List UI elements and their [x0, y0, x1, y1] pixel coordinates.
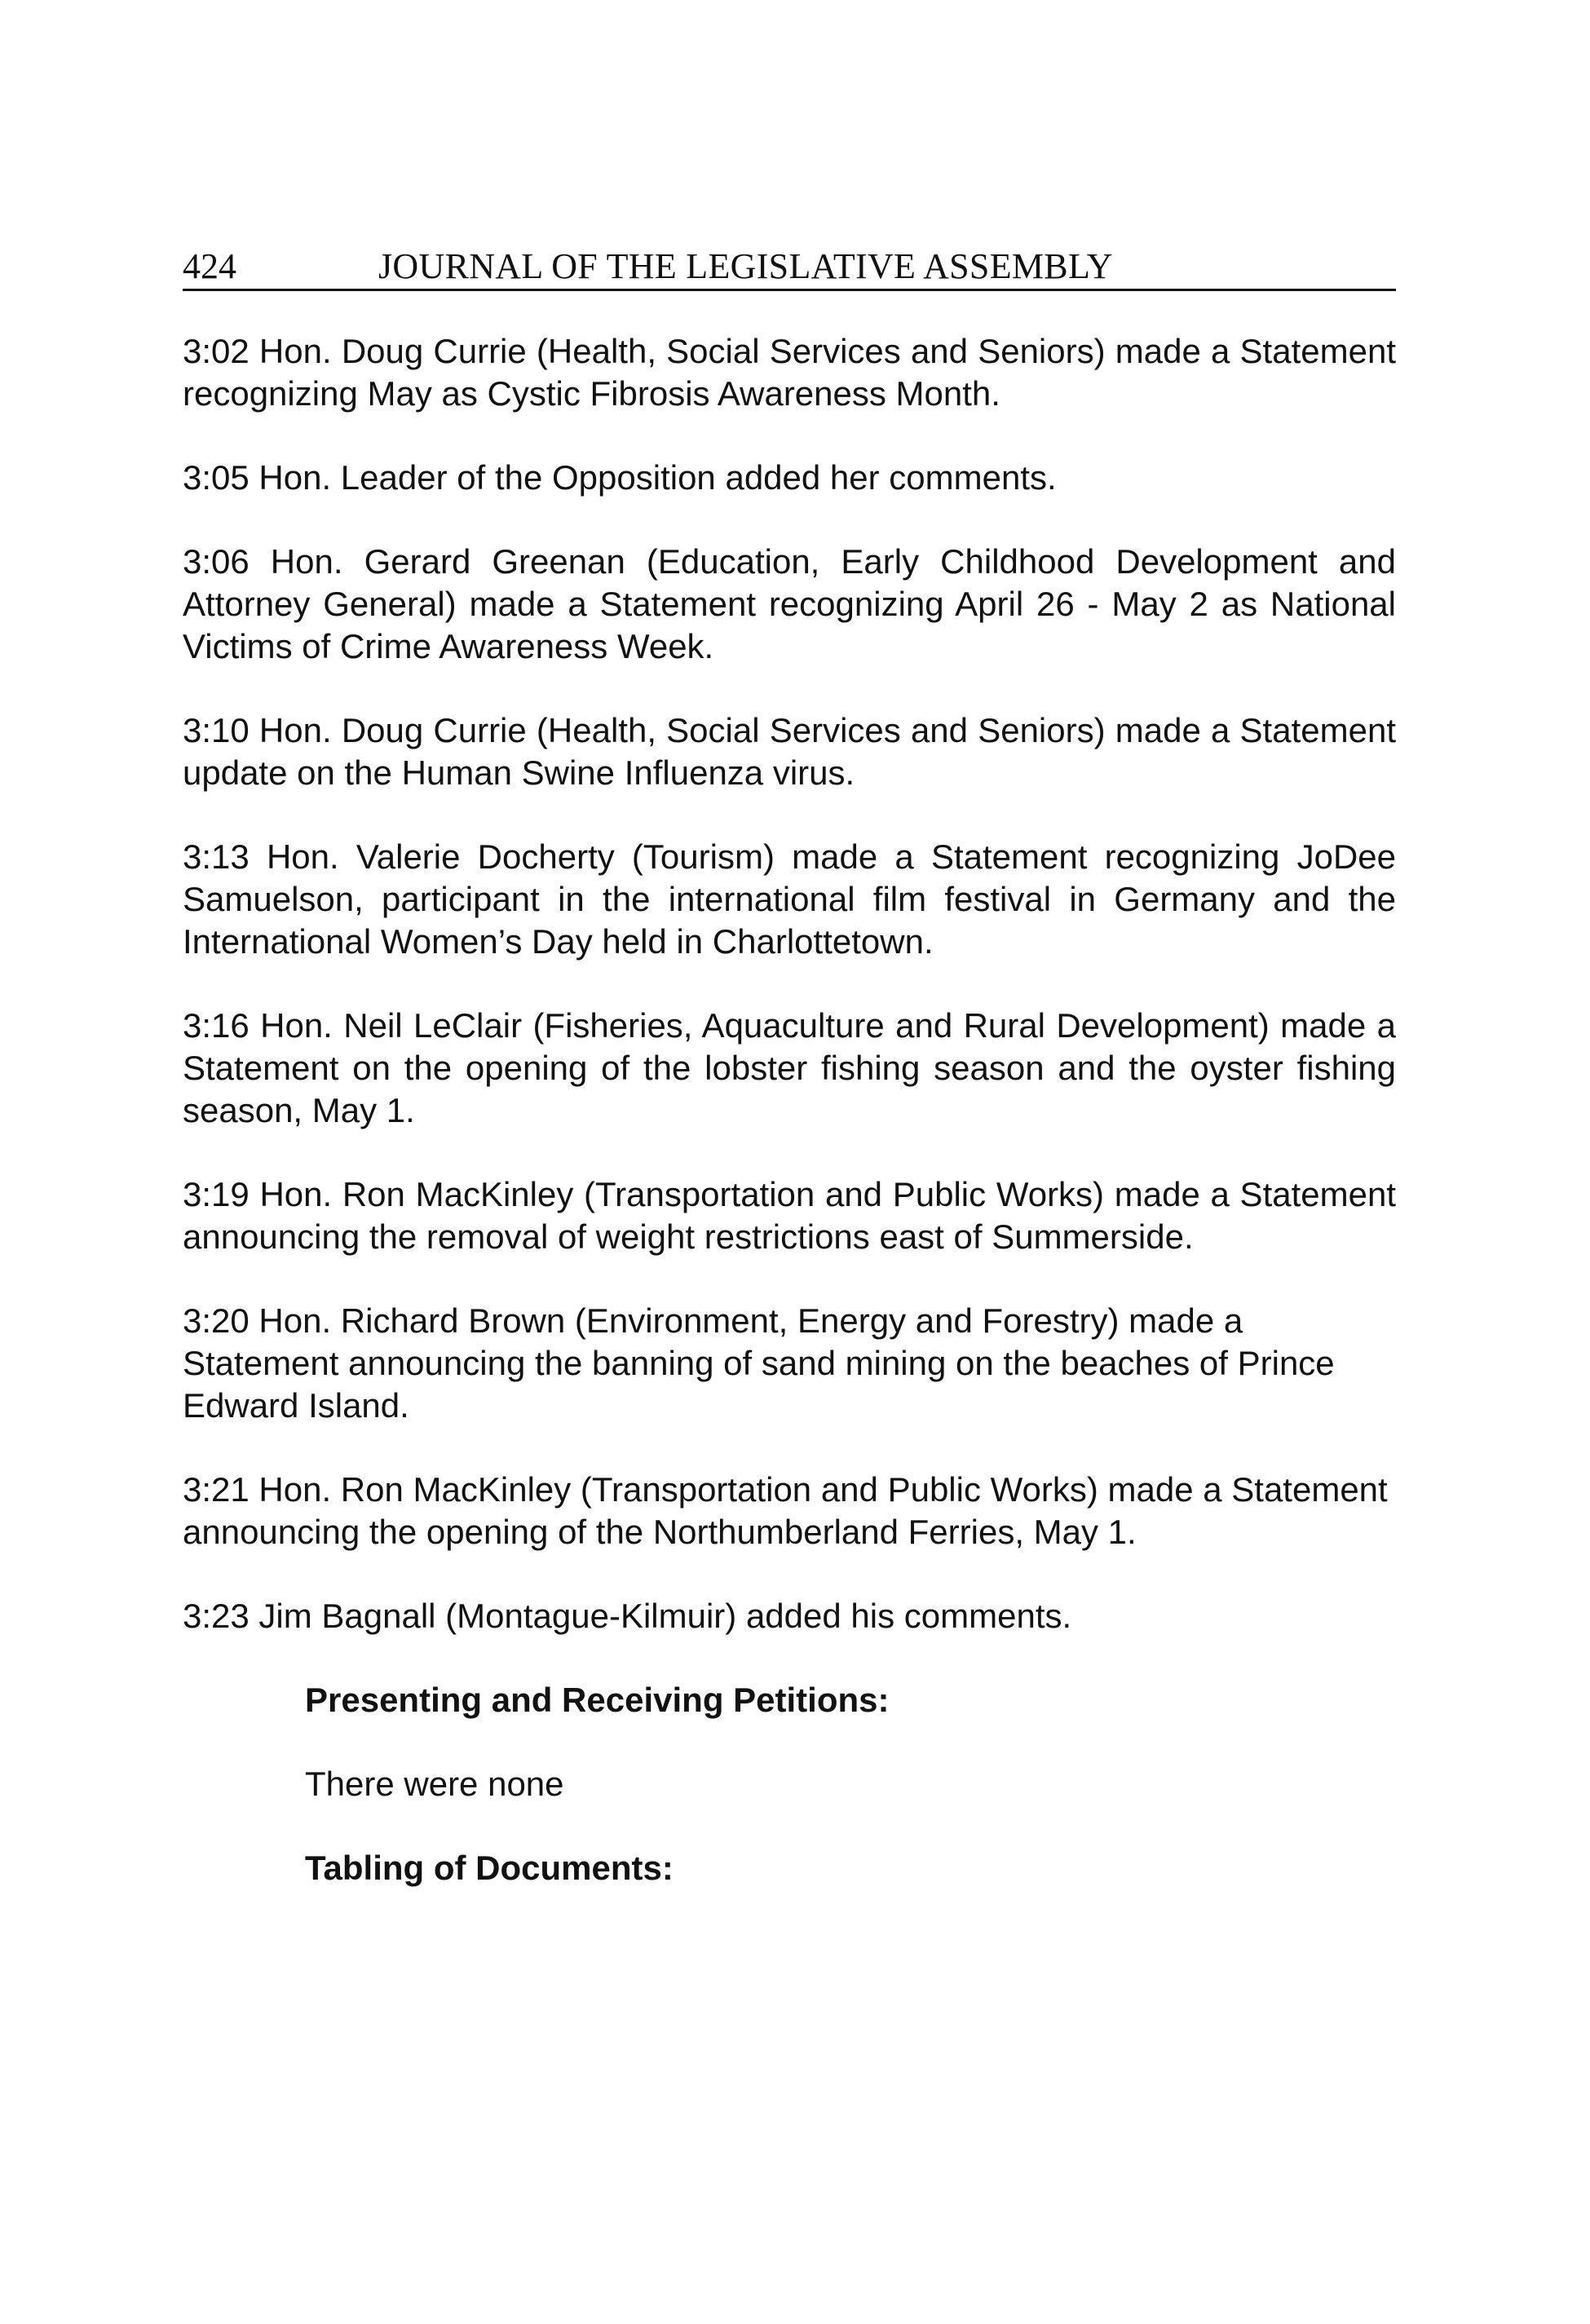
- journal-entry: 3:13 Hon. Valerie Docherty (Tourism) made a Statement recognizing JoDee Samuelson, participant in the international film festival in Germany and the International Women’s Day held in Charlottetown.: [183, 837, 1396, 961]
- journal-entry: 3:10 Hon. Doug Currie (Health, Social Services and Seniors) made a Statement update on the Human Swine Influenza virus.: [183, 711, 1396, 792]
- journal-entry: 3:05 Hon. Leader of the Opposition added her comments.: [183, 458, 1057, 497]
- section-heading-tabling: Tabling of Documents:: [305, 1849, 674, 1887]
- petitions-text: There were none: [305, 1765, 564, 1803]
- journal-page: [183, 241, 1396, 1931]
- journal-entry: 3:16 Hon. Neil LeClair (Fisheries, Aquaculture and Rural Development) made a Statement on the opening of the lobster fishing season and the oyster fishing season, May 1.: [183, 1006, 1396, 1129]
- section-heading-petitions: Presenting and Receiving Petitions:: [305, 1681, 890, 1719]
- journal-entry: 3:23 Jim Bagnall (Montague-Kilmuir) added his comments.: [183, 1597, 1072, 1635]
- journal-entries: [183, 330, 1396, 1889]
- page-number: 424: [183, 246, 236, 286]
- petitions-section: [305, 1679, 1396, 1889]
- journal-entry: 3:02 Hon. Doug Currie (Health, Social Services and Seniors) made a Statement recognizing May as Cystic Fibrosis Awareness Month.: [183, 332, 1396, 413]
- journal-entry: 3:06 Hon. Gerard Greenan (Education, Early Childhood Development and Attorney General) made a Statement recognizing April 26 - May 2 as National Victims of Crime Awareness Week.: [183, 542, 1396, 665]
- journal-entry: 3:19 Hon. Ron MacKinley (Transportation and Public Works) made a Statement announcing the removal of weight restrictions east of Summerside.: [183, 1175, 1396, 1256]
- running-head: [183, 241, 1396, 291]
- journal-entry: 3:20 Hon. Richard Brown (Environment, Energy and Forestry) made a Statement announcing the banning of sand mining on the beaches of Prince Edward Island.: [183, 1301, 1335, 1425]
- journal-title: JOURNAL OF THE LEGISLATIVE ASSEMBLY: [378, 246, 1113, 286]
- journal-entry: 3:21 Hon. Ron MacKinley (Transportation and Public Works) made a Statement announcing the opening of the Northumberland Ferries, May 1.: [183, 1470, 1388, 1551]
